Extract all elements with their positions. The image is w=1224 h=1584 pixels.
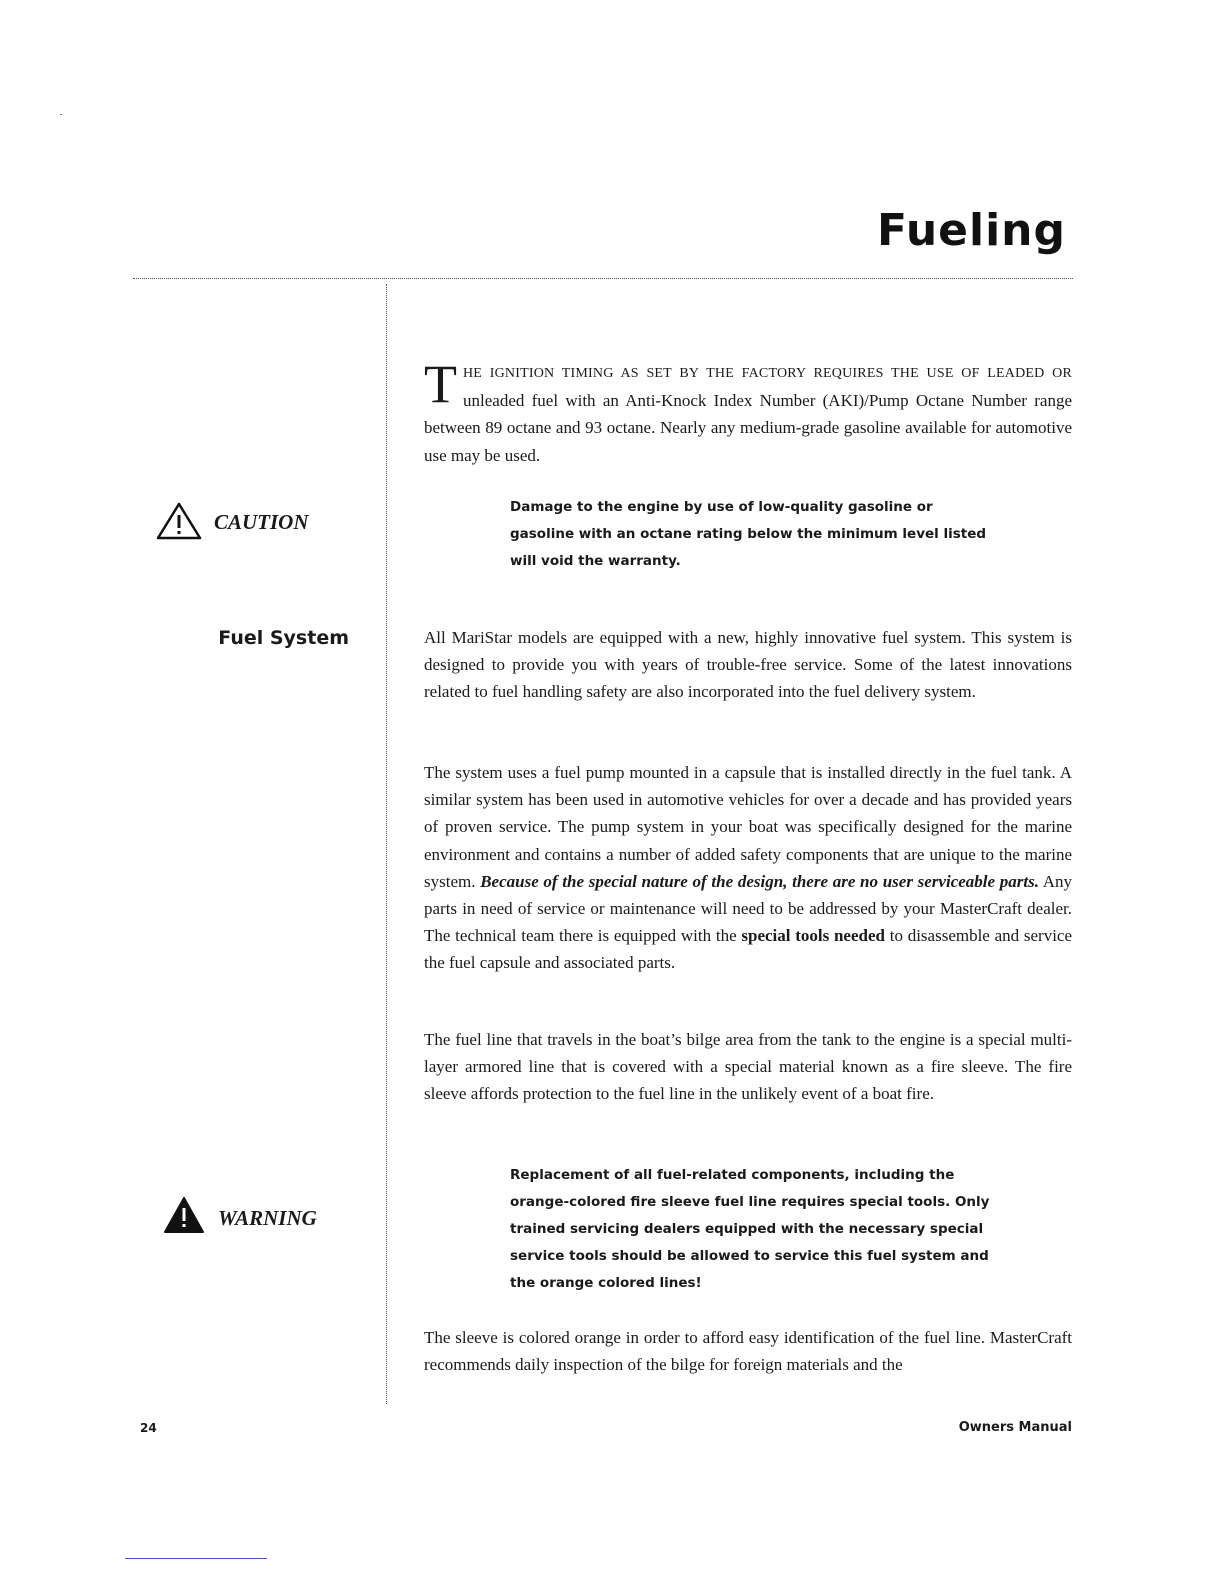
warning-label: WARNING (218, 1206, 317, 1230)
bottom-edge-line (125, 1558, 267, 1559)
warning-triangle-icon (163, 1196, 205, 1239)
footer-label: Owners Manual (958, 1420, 1072, 1435)
column-divider (386, 284, 387, 1404)
caution-text: Damage to the engine by use of low-quality gasoline or gasoline with an octane rating below the minimum level listed will void the warranty. (510, 499, 987, 569)
fuel-system-paragraph-4: The sleeve is colored orange in order to afford easy identification of the fuel line. MasterCraft recommends daily inspection of the bilge for foreign materials and the (424, 1328, 1072, 1375)
fuel-system-paragraph-1: All MariStar models are equipped with a new, highly innovative fuel system. This system is designed to provide you with years of trouble-free service. Some of the latest innovations related to fuel handling safety are also incorporated into the fuel delivery system. (424, 628, 1072, 702)
intro-text: unleaded fuel with an Anti-Knock Index Number (AKI)/Pump Octane Number range between 89 octane and 93 octane. Nearly any medium-grade gasoline available for automotive use may be used. (424, 391, 1072, 465)
warning-text: Replacement of all fuel-related components, including the orange-colored fire sleeve fuel line requires special tools. Only trained servicing dealers equipped with the necessary special service tools should be allowed to service this fuel system and the orange colored lines! (510, 1167, 990, 1291)
header-divider (133, 278, 1073, 279)
caution-label: CAUTION (214, 510, 309, 534)
page-number: 24 (140, 1421, 157, 1435)
intro-smallcaps: HE IGNITION TIMING AS SET BY THE FACTORY REQUIRES THE USE OF LEADED OR (463, 366, 1072, 381)
section-heading-fuel-system: Fuel System (218, 627, 349, 649)
caution-triangle-icon (155, 501, 203, 546)
paragraph-2-text-a: The system uses a fuel pump mounted in a capsule that is installed directly in the fuel tank. A similar system has been used in automotive vehicles for over a decade and has provided years of proven service. The pump system in your boat was specifically designed for the marine environment and contains a number of added safety components that are unique to the marine system. (424, 763, 1072, 891)
fuel-system-paragraph-2 (424, 759, 1072, 977)
paragraph-2-text-c: to disassemble and service the fuel capsule and associated parts. (424, 926, 1073, 973)
intro-paragraph (424, 354, 1072, 469)
fuel-system-paragraph-3: The fuel line that travels in the boat’s bilge area from the tank to the engine is a special multi-layer armored line that is covered with a special material known as a fire sleeve. The fire sleeve affords protection to the fuel line in the unlikely event of a boat fire. (424, 1030, 1072, 1104)
special-tools-emphasis: special tools needed (741, 926, 885, 946)
paragraph-2-text-b: Any parts in need of service or maintenance will need to be addressed by your MasterCraft dealer. The technical team there is equipped with the (424, 871, 1072, 946)
no-user-serviceable-parts-emphasis: Because of the special nature of the design, there are no user serviceable parts. (480, 871, 1039, 891)
page-title: Fueling (876, 205, 1066, 256)
scan-speck (60, 114, 62, 115)
drop-cap: T (424, 354, 457, 414)
